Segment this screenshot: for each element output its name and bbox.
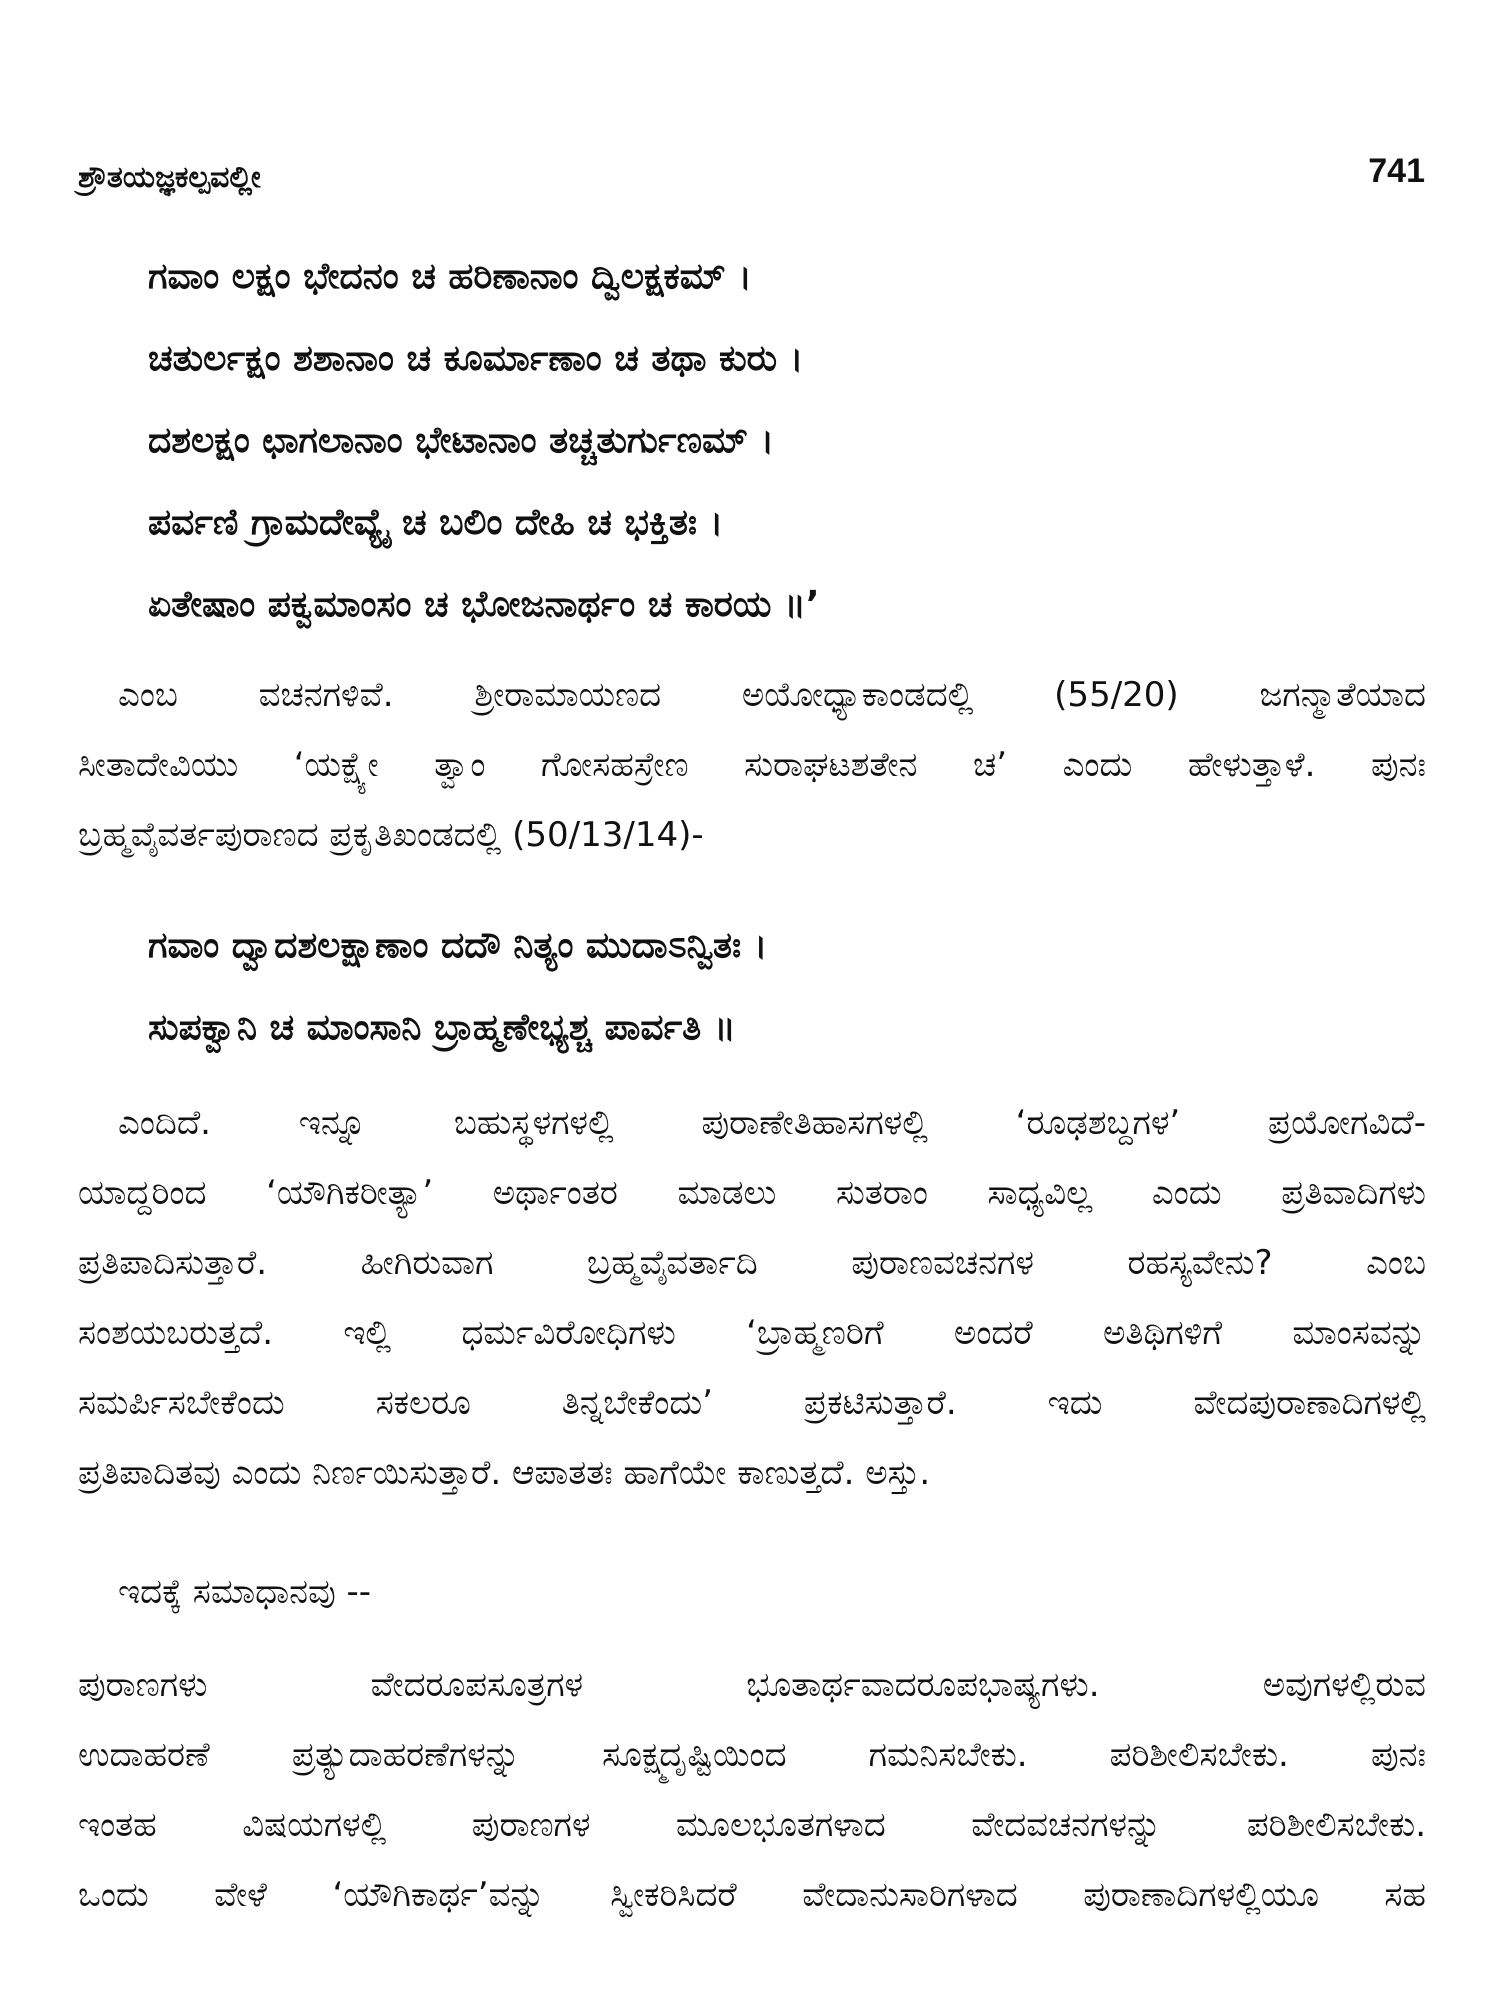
- paragraph-3: [78, 1650, 1426, 1930]
- paragraph-line: ಒಂದು ವೇಳೆ ‘ಯೌಗಿಕಾರ್ಥ’ವನ್ನು ಸ್ವೀಕರಿಸಿದರೆ ವೇದಾನುಸಾರಿಗಳಾದ ಪುರಾಣಾದಿಗಳಲ್ಲಿಯೂ ಸಹ: [78, 1875, 1426, 1915]
- paragraph-line: ಪ್ರತಿಪಾದಿತವು ಎಂದು ನಿರ್ಣಯಿಸುತ್ತಾರೆ. ಆಪಾತತಃ ಹಾಗೆಯೇ ಕಾಣುತ್ತದೆ. ಅಸ್ತು.: [78, 1453, 931, 1493]
- paragraph-line: ಉದಾಹರಣೆ ಪ್ರತ್ಯುದಾಹರಣೆಗಳನ್ನು ಸೂಕ್ಷ್ಮದೃಷ್ಟಿಯಿಂದ ಗಮನಿಸಬೇಕು. ಪರಿಶೀಲಿಸಬೇಕು. ಪುನಃ: [78, 1735, 1426, 1775]
- paragraph-line: ಎಂದಿದೆ. ಇನ್ನೂ ಬಹುಸ್ಥಳಗಳಲ್ಲಿ ಪುರಾಣೇತಿಹಾಸಗಳಲ್ಲಿ ‘ರೂಢಶಬ್ದಗಳ’ ಪ್ರಯೋಗವಿದೆ-: [118, 1103, 1426, 1143]
- verse-line: ಗವಾಂ ಲಕ್ಷಂ ಭೇದನಂ ಚ ಹರಿಣಾನಾಂ ದ್ವಿಲಕ್ಷಕಮ್ ।: [148, 256, 752, 297]
- verse-line: ಚತುರ್ಲಕ್ಷಂ ಶಶಾನಾಂ ಚ ಕೂರ್ಮಾಣಾಂ ಚ ತಥಾ ಕುರು ।: [148, 338, 804, 379]
- paragraph-line: ಸಂಶಯಬರುತ್ತದೆ. ಇಲ್ಲಿ ಧರ್ಮವಿರೋಧಿಗಳು ‘ಬ್ರಾಹ್ಮಣರಿಗೆ ಅಂದರೆ ಅತಿಥಿಗಳಿಗೆ ಮಾಂಸವನ್ನು: [78, 1313, 1426, 1353]
- verse-block-2: [148, 905, 1408, 1069]
- running-title: ಶ್ರೌತಯಜ್ಞಕಲ್ಪವಲ್ಲೀ: [78, 160, 261, 195]
- verse-line: ಗವಾಂ ದ್ವಾದಶಲಕ್ಷಾಣಾಂ ದದೌ ನಿತ್ಯಂ ಮುದಾಽನ್ವಿತಃ ।: [148, 925, 768, 966]
- paragraph-line: ಬ್ರಹ್ಮವೈವರ್ತಪುರಾಣದ ಪ್ರಕೃತಿಖಂಡದಲ್ಲಿ (50/13/14)-: [78, 815, 704, 855]
- verse-line: ದಶಲಕ್ಷಂ ಛಾಗಲಾನಾಂ ಭೇಟಾನಾಂ ತಚ್ಚತುರ್ಗುಣಮ್ ।: [148, 420, 775, 461]
- verse-line: ಸುಪಕ್ವಾನಿ ಚ ಮಾಂಸಾನಿ ಬ್ರಾಹ್ಮಣೇಭ್ಯಶ್ಚ ಪಾರ್ವತಿ ॥: [148, 1007, 736, 1048]
- paragraph-line: ಪ್ರತಿಪಾದಿಸುತ್ತಾರೆ. ಹೀಗಿರುವಾಗ ಬ್ರಹ್ಮವೈವರ್ತಾದಿ ಪುರಾಣವಚನಗಳ ರಹಸ್ಯವೇನು? ಎಂಬ: [78, 1243, 1426, 1283]
- verse-line: ಪರ್ವಣಿ ಗ್ರಾಮದೇವ್ಯೈ ಚ ಬಲಿಂ ದೇಹಿ ಚ ಭಕ್ತಿತಃ ।: [148, 502, 724, 543]
- verse-line: ಏತೇಷಾಂ ಪಕ್ವಮಾಂಸಂ ಚ ಭೋಜನಾರ್ಥಂ ಚ ಕಾರಯ ॥’: [148, 584, 820, 625]
- section-label: ಇದಕ್ಕೆ ಸಮಾಧಾನವು --: [118, 1572, 372, 1612]
- page-number: 741: [1368, 152, 1425, 190]
- verse-block-1: [148, 236, 1408, 646]
- paragraph-1: [78, 660, 1426, 870]
- paragraph-line: ಪುರಾಣಗಳು ವೇದರೂಪಸೂತ್ರಗಳ ಭೂತಾರ್ಥವಾದರೂಪಭಾಷ್ಯಗಳು. ಅವುಗಳಲ್ಲಿರುವ: [78, 1665, 1426, 1705]
- paragraph-line: ಇಂತಹ ವಿಷಯಗಳಲ್ಲಿ ಪುರಾಣಗಳ ಮೂಲಭೂತಗಳಾದ ವೇದವಚನಗಳನ್ನು ಪರಿಶೀಲಿಸಬೇಕು.: [78, 1805, 1426, 1845]
- paragraph-line: ಯಾದ್ದರಿಂದ ‘ಯೌಗಿಕರೀತ್ಯಾ’ ಅರ್ಥಾಂತರ ಮಾಡಲು ಸುತರಾಂ ಸಾಧ್ಯವಿಲ್ಲ ಎಂದು ಪ್ರತಿವಾದಿಗಳು: [78, 1173, 1426, 1213]
- paragraph-2: [78, 1088, 1426, 1508]
- paragraph-line: ಎಂಬ ವಚನಗಳಿವೆ. ಶ್ರೀರಾಮಾಯಣದ ಅಯೋಧ್ಯಾಕಾಂಡದಲ್ಲಿ (55/20) ಜಗನ್ಮಾತೆಯಾದ: [118, 675, 1426, 715]
- paragraph-line: ಸಮರ್ಪಿಸಬೇಕೆಂದು ಸಕಲರೂ ತಿನ್ನಬೇಕೆಂದು’ ಪ್ರಕಟಿಸುತ್ತಾರೆ. ಇದು ವೇದಪುರಾಣಾದಿಗಳಲ್ಲಿ: [78, 1383, 1426, 1423]
- paragraph-line: ಸೀತಾದೇವಿಯು ‘ಯಕ್ಷ್ಯೇ ತ್ವಾಂ ಗೋಸಹಸ್ರೇಣ ಸುರಾಘಟಶತೇನ ಚ’ ಎಂದು ಹೇಳುತ್ತಾಳೆ. ಪುನಃ: [78, 745, 1426, 785]
